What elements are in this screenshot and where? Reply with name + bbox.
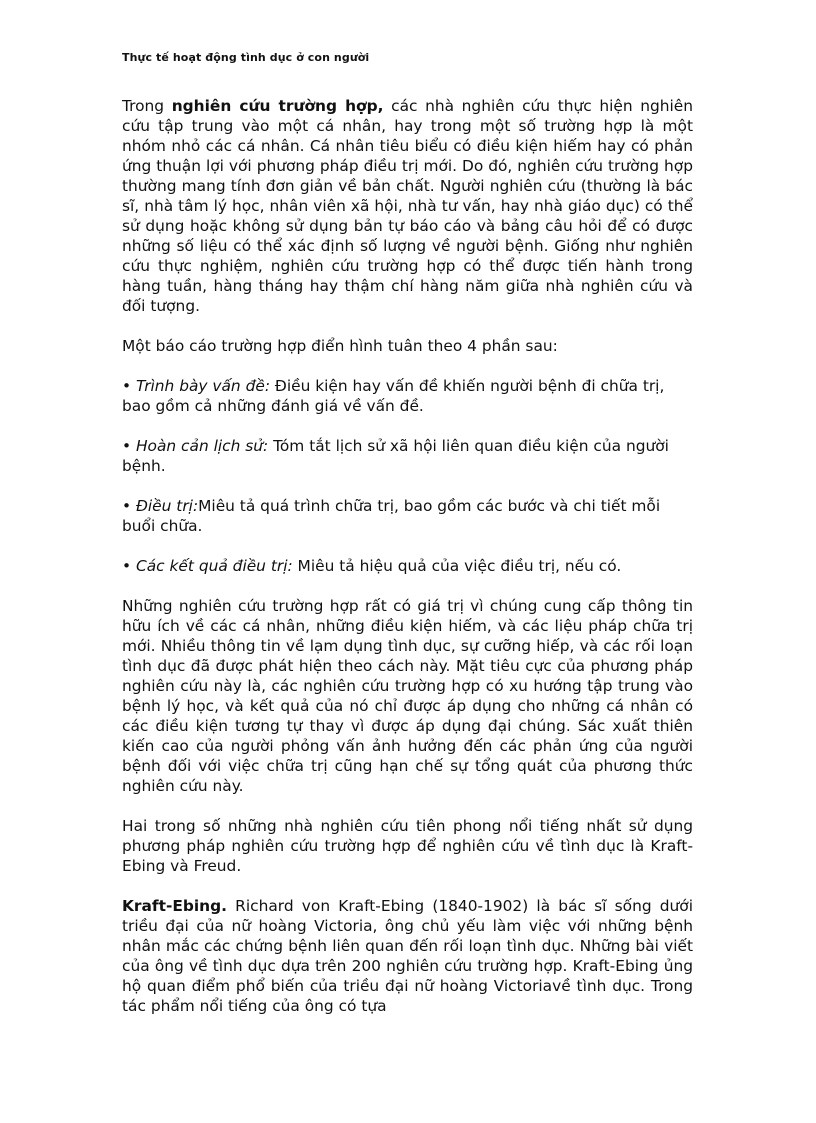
bullet-item <box>122 376 693 416</box>
p1-term: nghiên cứu trường hợp, <box>171 97 384 115</box>
p5-term: Kraft-Ebing. <box>122 897 227 915</box>
paragraph-report-intro: Một báo cáo trường hợp điển hình tuân theo 4 phần sau: <box>122 337 558 355</box>
p5-text: Richard von Kraft-Ebing (1840-1902) là bác sĩ sống dưới triều đại của nữ hoàng Victoria, ông chủ yếu làm việc với những bệnh nhân mắc các chứng bệnh liên quan đến rối loạn tình dục. Những bài viết của ông về tình dục dựa trên 200 nghiên cứu trường hợp. Kraft-Ebing ủng hộ quan điểm phổ biến của triều đại nữ hoàng Victoriavề tình dục. Trong tác phẩm nổi tiếng của ông có tựa <box>122 897 693 1015</box>
bullet-term: Điều trị: <box>135 497 199 515</box>
bullet-mark: • <box>122 557 136 575</box>
bullet-desc: Điều kiện hay vấn đề khiến người bệnh đi chữa trị, bao gồm cả những đánh giá về vấn đề. <box>122 377 665 415</box>
bullet-term: Hoàn cản lịch sử: <box>135 437 269 455</box>
bullet-item <box>122 436 693 476</box>
document-body <box>122 96 693 1016</box>
bullet-term: Các kết quả điều trị: <box>135 557 293 575</box>
paragraph-value: Những nghiên cứu trường hợp rất có giá trị vì chúng cung cấp thông tin hữu ích về các cá nhân, những điều kiện hiếm, và các liệu pháp chữa trị mới. Nhiều thông tin về lạm dụng tình dục, sự cưỡng hiếp, và các rối loạn tình dục đã được phát hiện theo cách này. Mặt tiêu cực của phương pháp nghiên cứu này là, các nghiên cứu trường hợp có xu hướng tập trung vào bệnh lý học, và kết quả của nó chỉ được áp dụng cho những cá nhân có các điều kiện tương tự thay vì được áp dụng đại chúng. Sác xuất thiên kiến cao của người phỏng vấn ảnh hưởng đến các phản ứng của người bệnh đối với việc chữa trị cũng hạn chế sự tổng quát của phương thức nghiên cứu này. <box>122 597 693 795</box>
bullet-mark: • <box>122 497 136 515</box>
bullet-item <box>122 556 693 576</box>
bullet-term: Trình bày vấn đề: <box>135 377 271 395</box>
bullet-desc: Miêu tả hiệu quả của việc điều trị, nếu có. <box>292 557 622 575</box>
bullet-desc: Miêu tả quá trình chữa trị, bao gồm các bước và chi tiết mỗi buổi chữa. <box>122 497 661 535</box>
page-header: Thực tế hoạt động tình dục ở con người <box>122 51 370 64</box>
bullet-item <box>122 496 693 536</box>
p1-lead: Trong <box>122 97 172 115</box>
paragraph-kraft-ebing <box>122 896 693 1016</box>
paragraph-pioneers: Hai trong số những nhà nghiên cứu tiên phong nổi tiếng nhất sử dụng phương pháp nghiên cứu trường hợp để nghiên cứu về tình dục là Kraft-Ebing và Freud. <box>122 817 693 875</box>
bullet-mark: • <box>122 377 136 395</box>
paragraph-case-study <box>122 96 693 316</box>
bullet-mark: • <box>122 437 136 455</box>
bullet-desc: Tóm tắt lịch sử xã hội liên quan điều kiện của người bệnh. <box>122 437 669 475</box>
p1-text: các nhà nghiên cứu thực hiện nghiên cứu tập trung vào một cá nhân, hay trong một số trường hợp là một nhóm nhỏ các cá nhân. Cá nhân tiêu biểu có điều kiện hiếm hay có phản ứng thuận lợi với phương pháp điều trị mới. Do đó, nghiên cứu trường hợp thường mang tính đơn giản về bản chất. Người nghiên cứu (thường là bác sĩ, nhà tâm lý học, nhân viên xã hội, nhà tư vấn, hay nhà giáo dục) có thể sử dụng hoặc không sử dụng bản tự báo cáo và bảng câu hỏi để có được những số liệu có thể xác định số lượng về người bệnh. Giống như nghiên cứu thực nghiệm, nghiên cứu trường hợp có thể được tiến hành trong hàng tuần, hàng tháng hay thậm chí hàng năm giữa nhà nghiên cứu và đối tượng. <box>122 97 693 315</box>
